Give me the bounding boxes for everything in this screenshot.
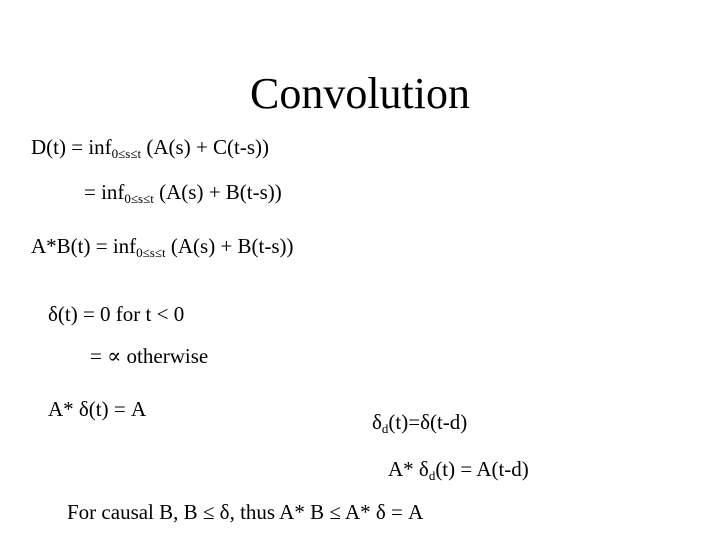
equation-delta-negative: δ(t) = 0 for t < 0 <box>48 302 185 326</box>
equation-shift <box>388 459 529 482</box>
subscript: 0≤s≤t <box>111 146 142 161</box>
subscript: d <box>428 468 436 483</box>
slide-title: Convolution <box>249 69 471 118</box>
subscript: 0≤s≤t <box>124 191 154 206</box>
subscript: d <box>381 421 389 436</box>
subscript: 0≤s≤t <box>136 245 166 260</box>
equation-delta-d <box>372 412 467 435</box>
equation-text: D(t) = inf <box>31 135 112 159</box>
equation-text: (A(s) + B(t-s)) <box>153 180 282 204</box>
equation-D-C <box>31 137 269 160</box>
equation-text: = inf <box>84 180 125 204</box>
equation-text: (t) = A(t-d) <box>435 457 529 481</box>
equation-text: (A(s) + C(t-s)) <box>141 135 270 159</box>
equation-identity: A* δ(t) = A <box>48 397 147 421</box>
equation-delta-otherwise: = ∝ otherwise <box>90 344 209 368</box>
equation-text: (A(s) + B(t-s)) <box>165 234 294 258</box>
equation-text: A* δ <box>388 457 429 481</box>
equation-convolution-definition <box>31 236 294 259</box>
equation-causal-conclusion: For causal B, B ≤ δ, thus A* B ≤ A* δ = A <box>67 500 424 524</box>
equation-D-B <box>84 182 282 205</box>
equation-text: δ <box>372 410 382 434</box>
equation-text: A*B(t) = inf <box>31 234 137 258</box>
equation-text: (t)=δ(t-d) <box>388 410 468 434</box>
